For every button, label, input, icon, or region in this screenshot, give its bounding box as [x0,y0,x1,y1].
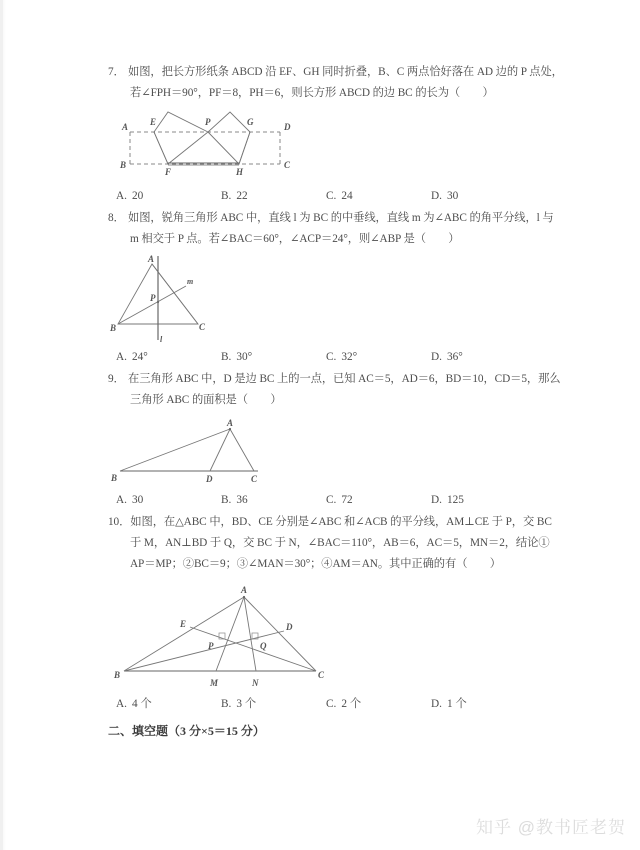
question-8-option-b[interactable] [221,347,326,367]
figure-10-label-P: P [208,641,214,651]
question-7-option-d[interactable] [431,186,536,206]
question-8-option-c[interactable] [326,347,431,367]
option-label: A. [116,351,127,363]
option-text: 4 个 [131,698,152,710]
figure-10-label-M: M [210,678,219,688]
option-text: 30 [446,190,459,202]
question-8-figure [108,254,536,344]
figure-9-label-D: D [206,474,213,484]
question-8-option-a[interactable] [116,347,221,367]
question-8-text-1: 如图，锐角三角形 ABC 中，直线 l 为 BC 的中垂线，直线 m 为∠ABC 的角平分线，l 与 [128,212,554,224]
question-8-number: 8． [108,212,125,224]
figure-7-label-P: P [205,117,211,127]
figure-7-label-D: D [284,122,291,132]
figure-8-label-l: l [160,335,163,344]
question-9-text-2: 三角形 ABC 的面积是（ ） [130,394,282,406]
section-heading-fill-in-blank: 二、填空题（3 分×5＝15 分） [108,724,265,738]
figure-9-svg [108,415,536,487]
question-7-number: 7． [108,66,125,78]
figure-7-label-E: E [150,117,157,127]
question-7-text-2: 若∠FPH＝90°，PF＝8，PH＝6，则长方形 ABCD 的边 BC 的长为（ ） [130,87,494,99]
option-text: 20 [131,190,144,202]
option-text: 36° [446,351,463,363]
question-7-option-a[interactable] [116,186,221,206]
question-7 [108,62,563,206]
option-text: 30° [236,351,253,363]
figure-7-label-H: H [236,167,244,177]
option-label: A. [116,494,127,506]
question-8-options [108,347,536,367]
question-9-option-d[interactable] [431,490,536,510]
option-label: D. [431,494,442,506]
figure-10-label-Q: Q [260,641,267,651]
figure-9-label-B: B [111,473,118,483]
question-10-option-b[interactable] [221,694,326,714]
figure-10-label-D: D [286,622,293,632]
question-10-figure [108,579,536,691]
option-label: B. [221,190,232,202]
option-label: A. [116,190,127,202]
option-text: 24° [131,351,148,363]
option-label: B. [221,351,232,363]
exam-sheet [108,62,563,739]
question-7-line-2 [108,83,536,104]
watermark: 知乎 @教书匠老贺 [476,818,626,837]
question-9-options [108,490,536,510]
question-9-option-a[interactable] [116,490,221,510]
option-label: D. [431,190,442,202]
question-9-number: 9． [108,373,125,385]
question-8-option-d[interactable] [431,347,536,367]
question-7-option-b[interactable] [221,186,326,206]
figure-10-svg [108,579,536,691]
question-7-option-c[interactable] [326,186,431,206]
question-10-line-3 [108,554,536,575]
option-label: B. [221,698,232,710]
figure-7-svg [108,108,536,183]
figure-7-label-C: C [284,160,291,170]
option-label: C. [326,351,337,363]
question-7-text-1: 如图，把长方形纸条 ABCD 沿 EF、GH 同时折叠，B、C 两点恰好落在 AD 边的 P 点处， [128,66,563,78]
question-7-figure [108,108,536,183]
option-text: 1 个 [446,698,467,710]
question-9-option-b[interactable] [221,490,326,510]
figure-8-svg [108,254,536,344]
question-9-line-2 [108,390,536,411]
question-10-line-1 [108,512,552,533]
figure-10-label-E: E [180,619,187,629]
question-7-line-1 [108,62,563,83]
figure-7-label-A: A [122,122,129,132]
figure-8-label-B: B [110,323,117,333]
question-10-text-3: AP＝MP；②BC＝9；③∠MAN＝30°；④AM＝AN。其中正确的有（ ） [130,558,501,570]
figure-9-label-C: C [251,474,258,484]
figure-10-label-C: C [318,670,325,680]
option-text: 3 个 [236,698,257,710]
figure-9-label-A: A [227,418,234,428]
figure-7-label-F: F [165,167,172,177]
option-label: A. [116,698,127,710]
figure-10-label-N: N [252,678,259,688]
question-10-options [108,694,536,714]
question-9 [108,369,561,510]
question-10-number: 10． [108,516,131,528]
option-label: C. [326,190,337,202]
option-text: 36 [236,494,248,506]
option-text: 72 [341,494,353,506]
question-8-line-2 [108,229,536,250]
figure-7-label-G: G [247,117,254,127]
option-text: 32° [341,351,358,363]
option-text: 22 [236,190,248,202]
option-label: D. [431,698,442,710]
figure-8-label-C: C [199,322,206,332]
question-8 [108,208,554,367]
question-10-option-c[interactable] [326,694,431,714]
question-8-line-1 [108,208,554,229]
question-7-options [108,186,536,206]
question-9-option-c[interactable] [326,490,431,510]
question-8-text-2: m 相交于 P 点。若∠BAC＝60°，∠ACP＝24°，则∠ABP 是（ ） [130,233,460,245]
option-label: B. [221,494,232,506]
question-9-line-1 [108,369,561,390]
question-10-option-a[interactable] [116,694,221,714]
option-label: C. [326,494,337,506]
figure-8-label-m: m [187,277,194,286]
option-label: D. [431,351,442,363]
option-text: 30 [131,494,144,506]
figure-7-label-B: B [120,160,127,170]
figure-8-label-A: A [148,254,155,264]
question-10-text-2: 于 M，AN⊥BD 于 Q，交 BC 于 N，∠BAC＝110°，AB＝6，AC＝5，MN＝2，结论① [130,537,550,549]
option-text: 125 [446,494,464,506]
figure-8-label-P: P [150,293,156,303]
figure-10-label-B: B [114,670,121,680]
question-10-text-1: 如图，在△ABC 中，BD、CE 分别是∠ABC 和∠ACB 的平分线，AM⊥CE 于 P，交 BC [130,516,552,528]
question-9-figure [108,415,536,487]
option-label: C. [326,698,337,710]
option-text: 2 个 [341,698,362,710]
option-text: 24 [341,190,353,202]
question-9-text-1: 在三角形 ABC 中，D 是边 BC 上的一点，已知 AC＝5，AD＝6，BD＝10，CD＝5，那么 [128,373,561,385]
question-10 [108,512,552,714]
question-10-line-2 [108,533,550,554]
question-10-option-d[interactable] [431,694,536,714]
figure-10-label-A: A [241,585,248,595]
